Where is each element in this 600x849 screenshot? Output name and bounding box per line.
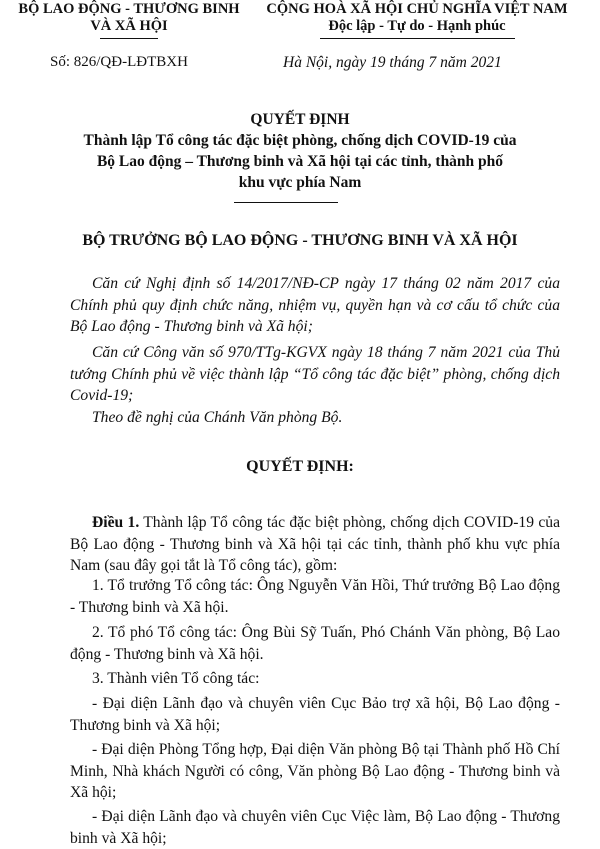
article-1-item-1: 1. Tổ trưởng Tổ công tác: Ông Nguyễn Văn Hồi, Thứ trưởng Bộ Lao động - Thương binh và Xã hội.	[70, 577, 560, 616]
document-number: Số: 826/QĐ-LĐTBXH	[50, 54, 188, 70]
republic-name: CỘNG HOÀ XÃ HỘI CHỦ NGHĨA VIỆT NAM	[266, 1, 568, 17]
ministry-underline	[100, 38, 158, 39]
title-underline	[234, 202, 338, 203]
motto-underline	[320, 38, 515, 39]
ministry-name-line1: BỘ LAO ĐỘNG - THƯƠNG BINH	[18, 1, 240, 17]
article-1-item-3: 3. Thành viên Tổ công tác:	[92, 670, 260, 687]
article-1-intro	[70, 512, 560, 577]
article-1-label: Điều 1.	[92, 514, 140, 531]
preamble-basis-1: Căn cứ Nghị định số 14/2017/NĐ-CP ngày 17 tháng 02 năm 2017 của Chính phủ quy định chức năng, nhiệm vụ, quyền hạn và cơ cấu tổ chức của Bộ Lao động - Thương binh và Xã hội;	[70, 275, 560, 335]
national-motto: Độc lập - Tự do - Hạnh phúc	[328, 18, 506, 34]
article-1-item-2: 2. Tổ phó Tổ công tác: Ông Bùi Sỹ Tuấn, Phó Chánh Văn phòng, Bộ Lao động - Thương binh và Xã hội.	[70, 624, 560, 663]
article-1-member-3: - Đại diện Lãnh đạo và chuyên viên Cục Việc làm, Bộ Lao động - Thương binh và Xã hội;	[70, 808, 560, 847]
article-1-member-2: - Đại diện Phòng Tổng hợp, Đại diện Văn phòng Bộ tại Thành phố Hồ Chí Minh, Nhà khách Người có công, Văn phòng Bộ Lao động - Thương binh và Xã hội;	[70, 741, 560, 801]
article-1-member-1: - Đại diện Lãnh đạo và chuyên viên Cục Bảo trợ xã hội, Bộ Lao động - Thương binh và Xã hội;	[70, 695, 560, 734]
decision-subject-line1: Thành lập Tổ công tác đặc biệt phòng, chống dịch COVID-19 của	[83, 132, 517, 149]
decision-subject-line2: Bộ Lao động – Thương binh và Xã hội tại các tỉnh, thành phố	[96, 153, 504, 170]
decision-heading: QUYẾT ĐỊNH	[250, 111, 350, 128]
decides-heading: QUYẾT ĐỊNH:	[246, 458, 354, 475]
preamble-basis-2: Căn cứ Công văn số 970/TTg-KGVX ngày 18 tháng 7 năm 2021 của Thủ tướng Chính phủ về việc thành lập “Tổ công tác đặc biệt” phòng, chống dịch Covid-19;	[70, 344, 560, 404]
decision-subject-line3: khu vực phía Nam	[238, 174, 362, 191]
preamble-proposal: Theo đề nghị của Chánh Văn phòng Bộ.	[92, 409, 343, 426]
article-1-text: Thành lập Tổ công tác đặc biệt phòng, chống dịch COVID-19 của Bộ Lao động - Thương binh và Xã hội tại các tỉnh, thành phố khu vực phía Nam (sau đây gọi tắt là Tổ công tác), gồm:	[70, 514, 560, 574]
ministry-name-line2: VÀ XÃ HỘI	[90, 18, 168, 34]
place-and-date: Hà Nội, ngày 19 tháng 7 năm 2021	[283, 54, 502, 71]
authority-title: BỘ TRƯỞNG BỘ LAO ĐỘNG - THƯƠNG BINH VÀ XÃ HỘI	[82, 232, 518, 249]
